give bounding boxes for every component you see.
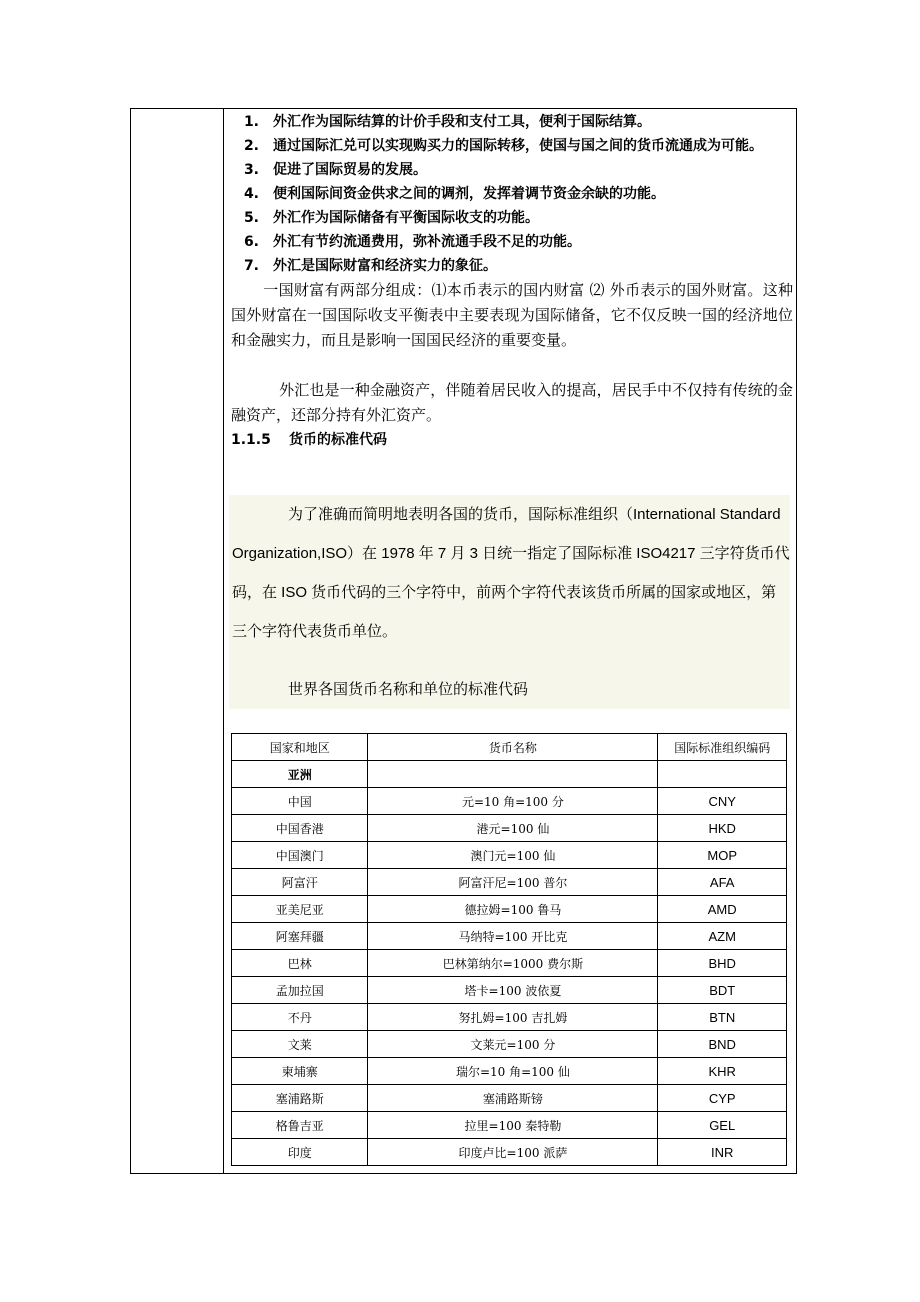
country-cell: 阿富汗 [232,869,368,896]
function-item [231,230,793,254]
code-cell: INR [658,1139,787,1166]
table-row [232,788,787,815]
currency-cell: 印度卢比=100 派萨 [368,1139,658,1166]
function-number: 4. [243,186,259,202]
code-cell: GEL [658,1112,787,1139]
country-cell: 柬埔寨 [232,1058,368,1085]
shaded-block [229,495,790,709]
code-cell: MOP [658,842,787,869]
table-row [232,896,787,923]
function-number: 7. [243,258,259,274]
country-cell: 巴林 [232,950,368,977]
country-cell: 中国香港 [232,815,368,842]
currency-cell: 元=10 角=100 分 [368,788,658,815]
country-cell: 中国澳门 [232,842,368,869]
region-label: 亚洲 [232,761,368,788]
currency-cell: 阿富汗尼=100 普尔 [368,869,658,896]
table-row [232,1031,787,1058]
currency-cell: 马纳特=100 开比克 [368,923,658,950]
table-row [232,1058,787,1085]
code-cell: BHD [658,950,787,977]
function-item [231,158,793,182]
function-number: 3. [243,162,259,178]
code-cell: AMD [658,896,787,923]
section-heading: 1.1.5 货币的标准代码 [231,432,387,448]
currency-cell: 瑞尔=10 角=100 仙 [368,1058,658,1085]
table-row [232,1139,787,1166]
code-cell: BDT [658,977,787,1004]
asset-paragraph: 外汇也是一种金融资产，伴随着居民收入的提高，居民手中不仅持有传统的金融资产，还部分持有外汇资产。 [231,381,793,424]
country-cell: 格鲁吉亚 [232,1112,368,1139]
iso-intro: 为了准确而简明地表明各国的货币，国际标准组织（International Standard Organization,ISO）在 1978 年 7 月 3 日统一指定了国际标准 ISO4217 三字符货币代码，在 ISO 货币代码的三个字符中，前两个字符代表该货币所属的国家或地区，第三个字符代表货币单位。 [232,506,790,640]
country-cell: 中国 [232,788,368,815]
country-cell: 塞浦路斯 [232,1085,368,1112]
function-item [231,254,793,278]
currency-cell: 澳门元=100 仙 [368,842,658,869]
header-country: 国家和地区 [232,734,368,761]
currency-table [231,733,787,1166]
code-cell: HKD [658,815,787,842]
code-cell: CNY [658,788,787,815]
column-divider [223,109,224,1173]
code-cell: BND [658,1031,787,1058]
code-cell: KHR [658,1058,787,1085]
currency-cell: 努扎姆=100 吉扎姆 [368,1004,658,1031]
table-row [232,977,787,1004]
function-text: 外汇有节约流通费用，弥补流通手段不足的功能。 [273,234,581,250]
currency-cell: 文莱元=100 分 [368,1031,658,1058]
table-title: 世界各国货币名称和单位的标准代码 [288,681,529,698]
function-text: 便利国际间资金供求之间的调剂，发挥着调节资金余缺的功能。 [273,186,665,202]
code-cell: AFA [658,869,787,896]
function-item [231,206,793,230]
code-cell: BTN [658,1004,787,1031]
function-number: 6. [243,234,259,250]
function-number: 5. [243,210,259,226]
table-row [232,842,787,869]
table-row [232,1085,787,1112]
country-cell: 孟加拉国 [232,977,368,1004]
wealth-paragraph: 一国财富有两部分组成：⑴本币表示的国内财富 ⑵ 外币表示的国外财富。这种国外财富在一国国际收支平衡表中主要表现为国际储备，它不仅反映一国的经济地位和金融实力，而且是影响一国国民经济的重要变量。 [231,281,793,349]
country-cell: 文莱 [232,1031,368,1058]
currency-cell: 塞浦路斯镑 [368,1085,658,1112]
table-row [232,815,787,842]
function-number: 1. [243,114,259,130]
currency-cell: 巴林第纳尔=1000 费尔斯 [368,950,658,977]
code-cell: CYP [658,1085,787,1112]
function-item [231,110,793,134]
country-cell: 亚美尼亚 [232,896,368,923]
currency-cell: 德拉姆=100 鲁马 [368,896,658,923]
country-cell: 阿塞拜疆 [232,923,368,950]
currency-cell: 塔卡=100 波依夏 [368,977,658,1004]
function-text: 外汇作为国际储备有平衡国际收支的功能。 [273,210,539,226]
header-currency: 货币名称 [368,734,658,761]
function-number: 2. [243,138,259,154]
function-item [231,182,793,206]
currency-cell: 拉里=100 秦特勒 [368,1112,658,1139]
function-text: 外汇是国际财富和经济实力的象征。 [273,258,497,274]
code-cell: AZM [658,923,787,950]
table-header-row [232,734,787,761]
table-row [232,1112,787,1139]
country-cell: 不丹 [232,1004,368,1031]
table-row [232,923,787,950]
country-cell: 印度 [232,1139,368,1166]
header-code: 国际标准组织编码 [658,734,787,761]
function-text: 通过国际汇兑可以实现购买力的国际转移，使国与国之间的货币流通成为可能。 [273,138,763,154]
currency-cell: 港元=100 仙 [368,815,658,842]
table-row [232,869,787,896]
table-row [232,1004,787,1031]
table-row [232,950,787,977]
function-text: 促进了国际贸易的发展。 [273,162,427,178]
content-area [231,110,793,452]
function-text: 外汇作为国际结算的计价手段和支付工具，便利于国际结算。 [273,114,651,130]
function-item [231,134,793,158]
functions-list [231,110,793,278]
region-row [232,761,787,788]
